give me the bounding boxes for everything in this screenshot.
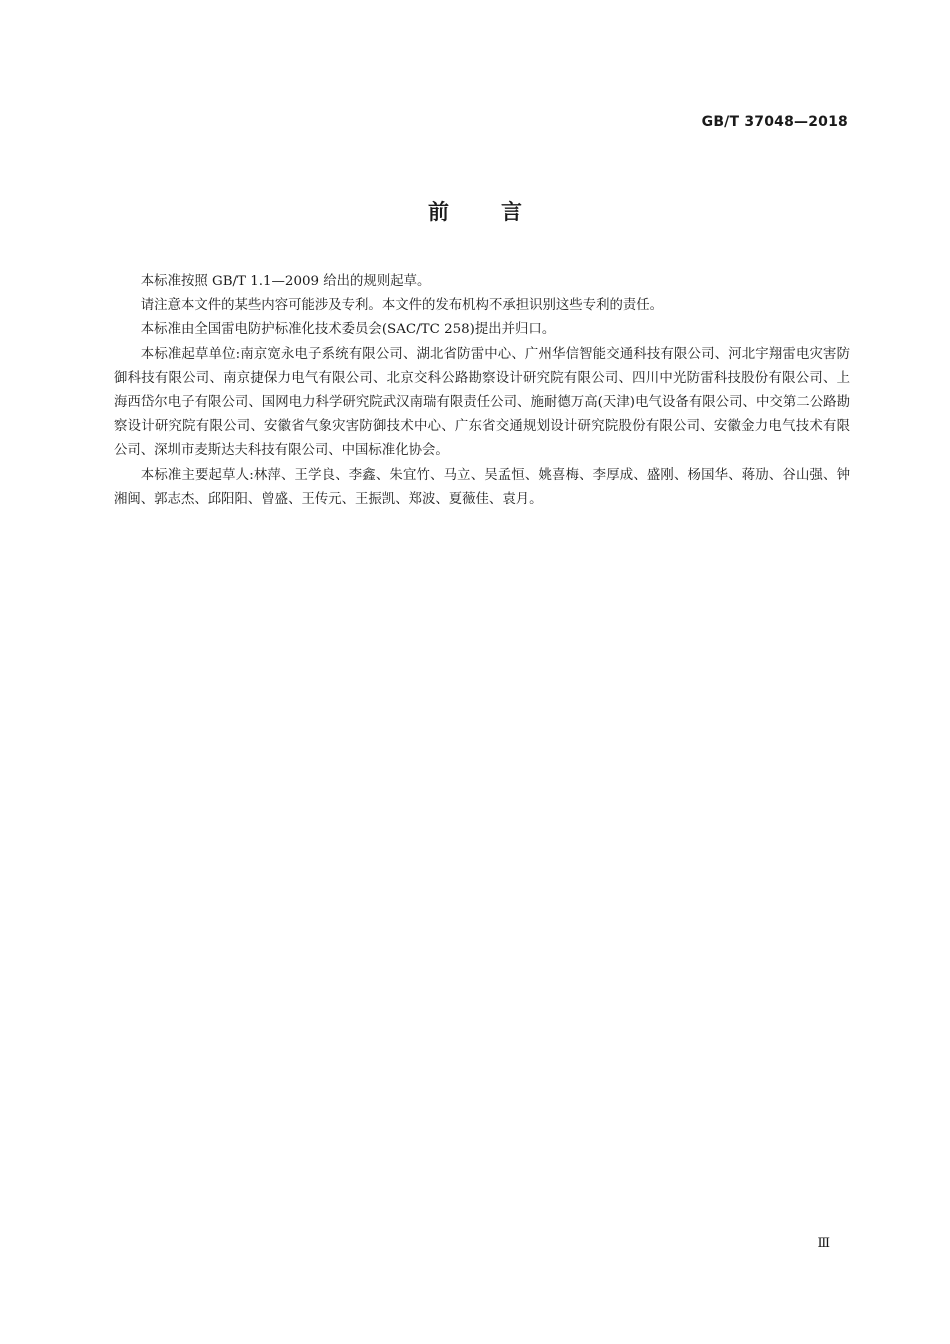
paragraph-drafting-units: 本标准起草单位:南京宽永电子系统有限公司、湖北省防雷中心、广州华信智能交通科技有限公司、河北宇翔雷电灾害防御科技有限公司、南京捷保力电气有限公司、北京交科公路勘察设计研究院有限公司、四川中光防雷科技股份有限公司、上海西岱尔电子有限公司、国网电力科学研究院武汉南瑞有限责任公司、施耐德万高(天津)电气设备有限公司、中交第二公路勘察设计研究院有限公司、安徽省气象灾害防御技术中心、广东省交通规划设计研究院股份有限公司、安徽金力电气技术有限公司、深圳市麦斯达夫科技有限公司、中国标准化协会。 (114, 346, 850, 459)
foreword-body (114, 270, 850, 512)
page-number: Ⅲ (817, 1236, 830, 1251)
page-title (0, 196, 950, 226)
paragraph-drafters: 本标准主要起草人:林萍、王学良、李鑫、朱宜竹、马立、吴孟恒、姚喜梅、李厚成、盛刚、杨国华、蒋劢、谷山强、钟湘闽、郭志杰、邱阳阳、曾盛、王传元、王振凯、郑波、夏薇佳、袁月。 (114, 467, 850, 507)
paragraph-proposer: 本标准由全国雷电防护标准化技术委员会(SAC/TC 258)提出并归口。 (140, 322, 556, 338)
standard-number: GB/T 37048—2018 (701, 114, 848, 130)
paragraph-patent-notice: 请注意本文件的某些内容可能涉及专利。本文件的发布机构不承担识别这些专利的责任。 (140, 298, 664, 314)
title-char-2: 言 (501, 200, 522, 224)
title-char-1: 前 (428, 200, 449, 224)
paragraph-drafting-rules: 本标准按照 GB/T 1.1—2009 给出的规则起草。 (140, 274, 431, 289)
